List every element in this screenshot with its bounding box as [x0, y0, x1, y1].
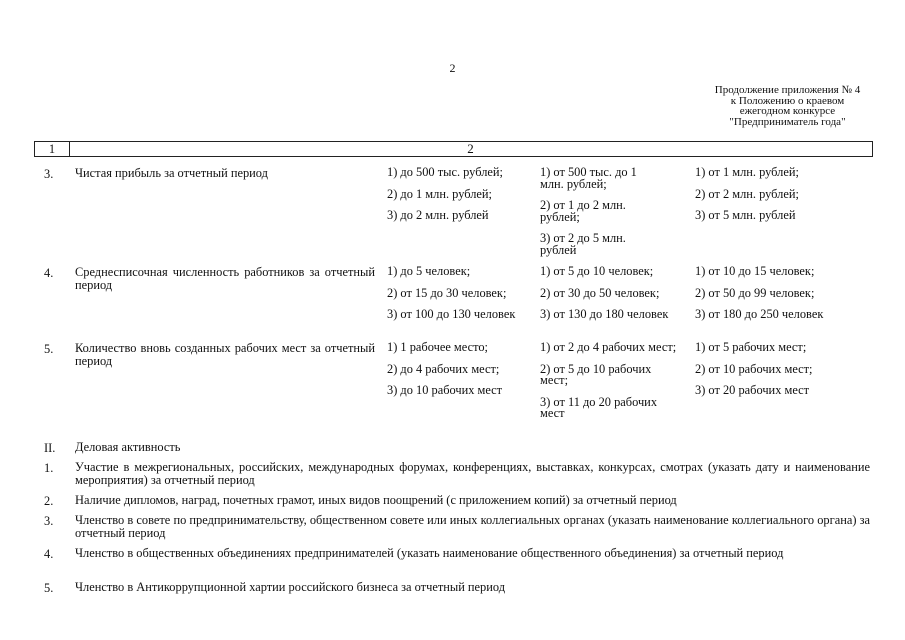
appendix-line: к Положению о краевом [730, 94, 845, 107]
row-number: 5. [44, 342, 54, 356]
option-text: 1) до 5 человек; [387, 264, 471, 278]
option-text: 2) от 15 до 30 человек; [387, 285, 507, 300]
appendix-line: Продолжение приложения № 4 [714, 84, 861, 96]
option-text: 2) от 30 до 50 человек; [540, 285, 660, 300]
score-column-a [387, 266, 517, 331]
item-number: 1. [44, 461, 54, 475]
option-text: 2) от 5 до 10 рабочих мест; [540, 361, 652, 387]
item-number: 3. [44, 514, 54, 528]
option-text: 2) от 2 млн. рублей; [695, 186, 799, 201]
option-text: 1) от 500 тыс. до 1 млн. рублей; [540, 165, 637, 191]
row-criterion: Среднесписочная численность работников за отчетный период [75, 265, 375, 292]
item-number: 4. [44, 547, 54, 561]
option-text: 1) от 10 до 15 человек; [695, 264, 815, 278]
row-number: 4. [44, 266, 54, 280]
section-title: Деловая активность [75, 440, 181, 454]
score-column-b [540, 266, 688, 331]
option-text: 1) от 1 млн. рублей; [695, 165, 799, 179]
score-column-a [387, 342, 532, 407]
score-column-c [695, 266, 870, 331]
header-col-1: 1 [35, 142, 70, 156]
option-text: 1) 1 рабочее место; [387, 340, 488, 354]
score-column-b [540, 167, 650, 266]
option-text: 2) до 1 млн. рублей; [387, 186, 492, 201]
option-text: 3) от 2 до 5 млн. рублей [540, 231, 626, 257]
row-criterion: Количество вновь созданных рабочих мест за отчетный период [75, 341, 375, 368]
score-column-c [695, 167, 870, 232]
appendix-line: ежегодном конкурсе [739, 105, 836, 118]
option-text: 2) от 1 до 2 млн. рублей; [540, 198, 626, 224]
row-criterion: Чистая прибыль за отчетный период [75, 166, 268, 180]
table-header [34, 141, 873, 157]
section-number: II. [44, 441, 56, 455]
item-text: Наличие дипломов, наград, почетных грамот, иных видов поощрений (с приложением копий) за отчетный период [75, 493, 677, 507]
score-column-b [540, 342, 680, 430]
option-text: 3) до 2 млн. рублей [387, 208, 489, 222]
item-text: Членство в общественных объединениях предпринимателей (указать наименование общественного объединения) за отчетный период [75, 546, 784, 560]
option-text: 3) от 5 млн. рублей [695, 208, 796, 222]
option-text: 2) от 50 до 99 человек; [695, 285, 815, 300]
option-text: 3) от 20 рабочих мест [695, 383, 810, 397]
appendix-note [700, 85, 875, 127]
score-column-c [695, 342, 870, 407]
option-text: 2) от 10 рабочих мест; [695, 361, 813, 376]
item-number: 5. [44, 581, 54, 595]
option-text: 1) от 2 до 4 рабочих мест; [540, 340, 677, 354]
row-number: 3. [44, 167, 54, 181]
item-text: Участие в межрегиональных, российских, международных форумах, конференциях, выставках, конкурсах, смотрах (указать дату и наименование мероприятия) за отчетный период [75, 460, 870, 487]
score-column-a [387, 167, 532, 232]
option-text: 3) от 100 до 130 человек [387, 307, 516, 321]
option-text: 1) до 500 тыс. рублей; [387, 165, 503, 179]
option-text: 3) от 130 до 180 человек [540, 307, 669, 321]
header-col-2: 2 [467, 141, 474, 156]
option-text: 3) от 11 до 20 рабочих мест [540, 394, 658, 420]
option-text: 2) до 4 рабочих мест; [387, 361, 500, 376]
item-text: Членство в Антикоррупционной хартии российского бизнеса за отчетный период [75, 580, 506, 594]
option-text: 1) от 5 рабочих мест; [695, 340, 807, 354]
appendix-line: "Предприниматель года" [729, 115, 846, 128]
item-text: Членство в совете по предпринимательству, общественном совете или иных коллегиальных органах (указать наименование коллегиального органа) за отчетный период [75, 513, 870, 540]
option-text: 1) от 5 до 10 человек; [540, 264, 654, 278]
page-number: 2 [449, 61, 456, 75]
option-text: 3) до 10 рабочих мест [387, 383, 503, 397]
item-number: 2. [44, 494, 54, 508]
option-text: 3) от 180 до 250 человек [695, 307, 824, 321]
